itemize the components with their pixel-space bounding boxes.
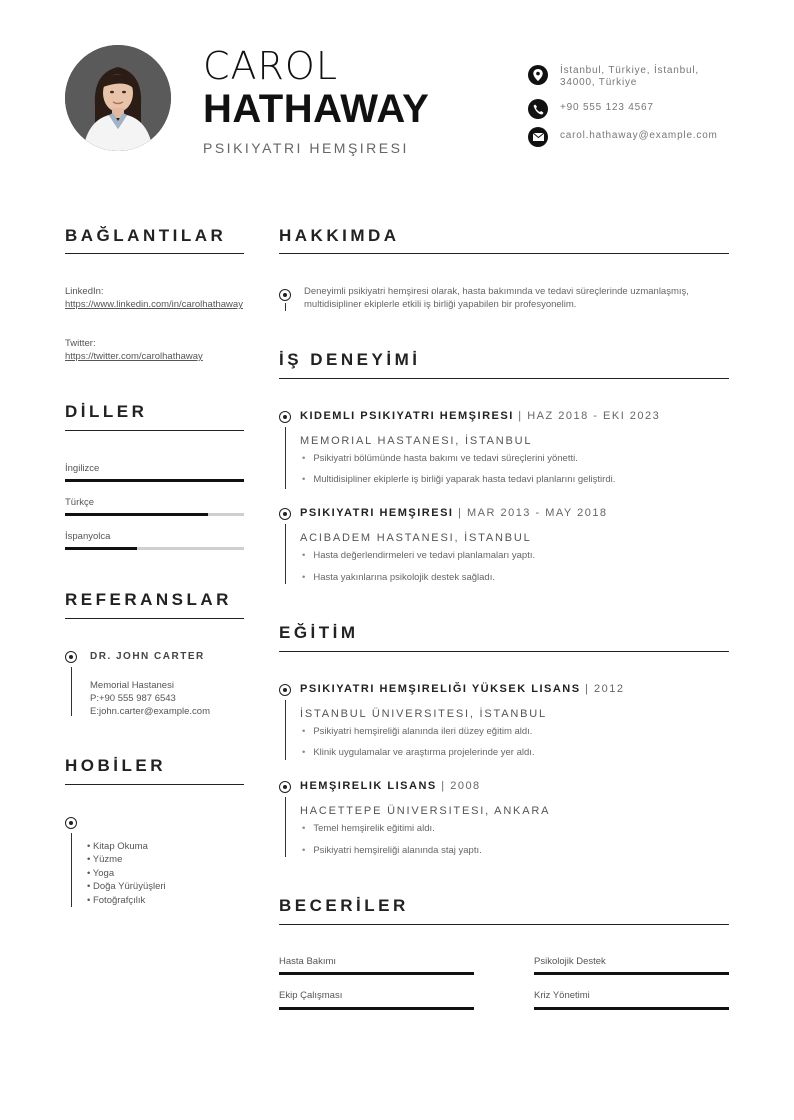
linkedin-label: LinkedIn: xyxy=(65,286,104,297)
linkedin-link[interactable]: https://www.linkedin.com/in/carolhathaway xyxy=(65,299,243,310)
education-bullet: • Temel hemşirelik eğitimi aldı. xyxy=(302,823,435,834)
timeline-line xyxy=(285,797,286,857)
language-level-bar xyxy=(65,513,244,516)
job-bullet: • Psikiyatri bölümünde hasta bakımı ve tedavi süreçlerini yönetti. xyxy=(302,453,578,464)
languages-divider xyxy=(65,430,244,431)
hobby-item: • Yüzme xyxy=(87,854,123,866)
job-organization: ACIBADEM HASTANESI, İSTANBUL xyxy=(300,532,532,544)
job-dates: | MAR 2013 - MAY 2018 xyxy=(453,507,608,519)
twitter-label: Twitter: xyxy=(65,338,96,349)
skill-level-bar xyxy=(534,972,729,975)
about-heading: HAKKIMDA xyxy=(279,226,400,245)
hobbies-divider xyxy=(65,784,244,785)
profile-photo xyxy=(65,45,171,151)
first-name: CAROL xyxy=(203,44,339,88)
contact-address xyxy=(528,65,735,89)
education-bullet: • Klinik uygulamalar ve araştırma projelerinde yer aldı. xyxy=(302,747,535,758)
contact-phone xyxy=(528,99,735,119)
job-role: PSIKIYATRI HEMŞIRESI xyxy=(300,507,454,519)
language-level-fill xyxy=(65,479,244,482)
envelope-icon xyxy=(528,127,548,147)
skill-level-bar xyxy=(534,1007,729,1010)
linkedin-entry xyxy=(65,285,245,311)
job-bullet: • Hasta yakınlarına psikolojik destek sağladı. xyxy=(302,572,495,583)
job-heading xyxy=(300,410,660,422)
references-divider xyxy=(65,618,244,619)
hobby-item: • Yoga xyxy=(87,867,115,879)
timeline-line xyxy=(285,303,286,311)
reference-phone: P:+90 555 987 6543 xyxy=(90,693,176,704)
skill-label: Hasta Bakımı xyxy=(279,956,337,967)
job-title: PSIKIYATRI HEMŞIRESI xyxy=(203,140,409,156)
education-bullet: • Psikiyatri hemşireliği alanında staj yaptı. xyxy=(302,845,482,856)
timeline-dot-icon xyxy=(279,411,291,423)
phone-icon xyxy=(528,99,548,119)
address-text: İstanbul, Türkiye, İstanbul, 34000, Türkiye xyxy=(560,65,699,88)
skill-level-bar xyxy=(279,1007,474,1010)
skill-label: Psikolojik Destek xyxy=(534,956,606,967)
references-heading: REFERANSLAR xyxy=(65,590,232,609)
timeline-dot-icon xyxy=(279,508,291,520)
hobby-item: • Kitap Okuma xyxy=(87,841,148,852)
skill-label: Kriz Yönetimi xyxy=(534,990,590,1001)
skills-heading: BECERİLER xyxy=(279,896,409,915)
timeline-dot-icon xyxy=(279,684,291,696)
timeline-dot-icon xyxy=(65,817,77,829)
twitter-entry xyxy=(65,337,245,363)
education-heading-line xyxy=(300,683,625,695)
email-text[interactable]: carol.hathaway@example.com xyxy=(560,130,718,141)
language-level-bar xyxy=(65,479,244,482)
job-organization: MEMORIAL HASTANESI, İSTANBUL xyxy=(300,435,533,447)
education-heading-line xyxy=(300,780,481,792)
location-pin-icon xyxy=(528,65,548,85)
about-divider xyxy=(279,253,729,254)
language-label: İspanyolca xyxy=(65,531,111,542)
education-year: | 2008 xyxy=(436,780,481,792)
hobbies-heading: HOBİLER xyxy=(65,756,166,775)
links-heading: BAĞLANTILAR xyxy=(65,226,227,245)
hobby-item: • Fotoğrafçılık xyxy=(87,894,146,906)
job-heading xyxy=(300,507,608,519)
timeline-dot-icon xyxy=(279,289,291,301)
timeline-dot-icon xyxy=(279,781,291,793)
job-role: KIDEMLI PSIKIYATRI HEMŞIRESI xyxy=(300,410,514,422)
job-dates: | HAZ 2018 - EKI 2023 xyxy=(513,410,661,422)
timeline-line xyxy=(285,524,286,584)
links-divider xyxy=(65,253,244,254)
language-level-fill xyxy=(65,513,208,516)
timeline-line xyxy=(285,427,286,489)
timeline-line xyxy=(71,667,72,716)
reference-details xyxy=(90,679,210,718)
education-degree: PSIKIYATRI HEMŞIRELIĞI YÜKSEK LISANS xyxy=(300,683,581,695)
last-name: HATHAWAY xyxy=(203,87,430,131)
education-divider xyxy=(279,651,729,652)
language-level-fill xyxy=(65,547,137,550)
skill-label: Ekip Çalışması xyxy=(279,990,343,1001)
timeline-line xyxy=(71,833,72,907)
reference-org: Memorial Hastanesi xyxy=(90,680,174,691)
language-label: İngilizce xyxy=(65,463,100,474)
timeline-line xyxy=(285,700,286,760)
profile-photo-portrait xyxy=(65,45,171,151)
timeline-dot-icon xyxy=(65,651,77,663)
contact-email xyxy=(528,127,735,147)
education-heading: EĞİTİM xyxy=(279,623,359,642)
education-school: HACETTEPE ÜNIVERSITESI, ANKARA xyxy=(300,805,551,817)
job-bullet: • Multidisipliner ekiplerle iş birliği yaparak hasta tedavi planlarını geliştirdi. xyxy=(302,474,615,485)
education-degree: HEMŞIRELIK LISANS xyxy=(300,780,437,792)
experience-heading: İŞ DENEYİMİ xyxy=(279,350,421,369)
hobby-list xyxy=(87,840,166,907)
language-label: Türkçe xyxy=(65,497,95,508)
education-school: İSTANBUL ÜNIVERSITESI, İSTANBUL xyxy=(300,708,547,720)
education-bullet: • Psikiyatri hemşireliği alanında ileri düzey eğitim aldı. xyxy=(302,726,532,737)
skills-divider xyxy=(279,924,729,925)
reference-email: E:john.carter@example.com xyxy=(90,706,210,717)
hobby-item: • Doğa Yürüyüşleri xyxy=(87,881,166,893)
about-text: Deneyimli psikiyatri hemşiresi olarak, hasta bakımında ve tedavi süreçlerinde uzmanlaşmış, multidisipliner ekiplerle etkili iş birliği yapabilen bir profesyonelim. xyxy=(304,286,689,310)
languages-heading: DİLLER xyxy=(65,402,148,421)
language-level-bar xyxy=(65,547,244,550)
job-bullet: • Hasta değerlendirmeleri ve tedavi planlamaları yaptı. xyxy=(302,550,535,561)
education-year: | 2012 xyxy=(580,683,625,695)
skill-level-bar xyxy=(279,972,474,975)
twitter-link[interactable]: https://twitter.com/carolhathaway xyxy=(65,351,203,362)
experience-divider xyxy=(279,378,729,379)
phone-text[interactable]: +90 555 123 4567 xyxy=(560,102,654,113)
reference-name: DR. JOHN CARTER xyxy=(90,651,205,662)
